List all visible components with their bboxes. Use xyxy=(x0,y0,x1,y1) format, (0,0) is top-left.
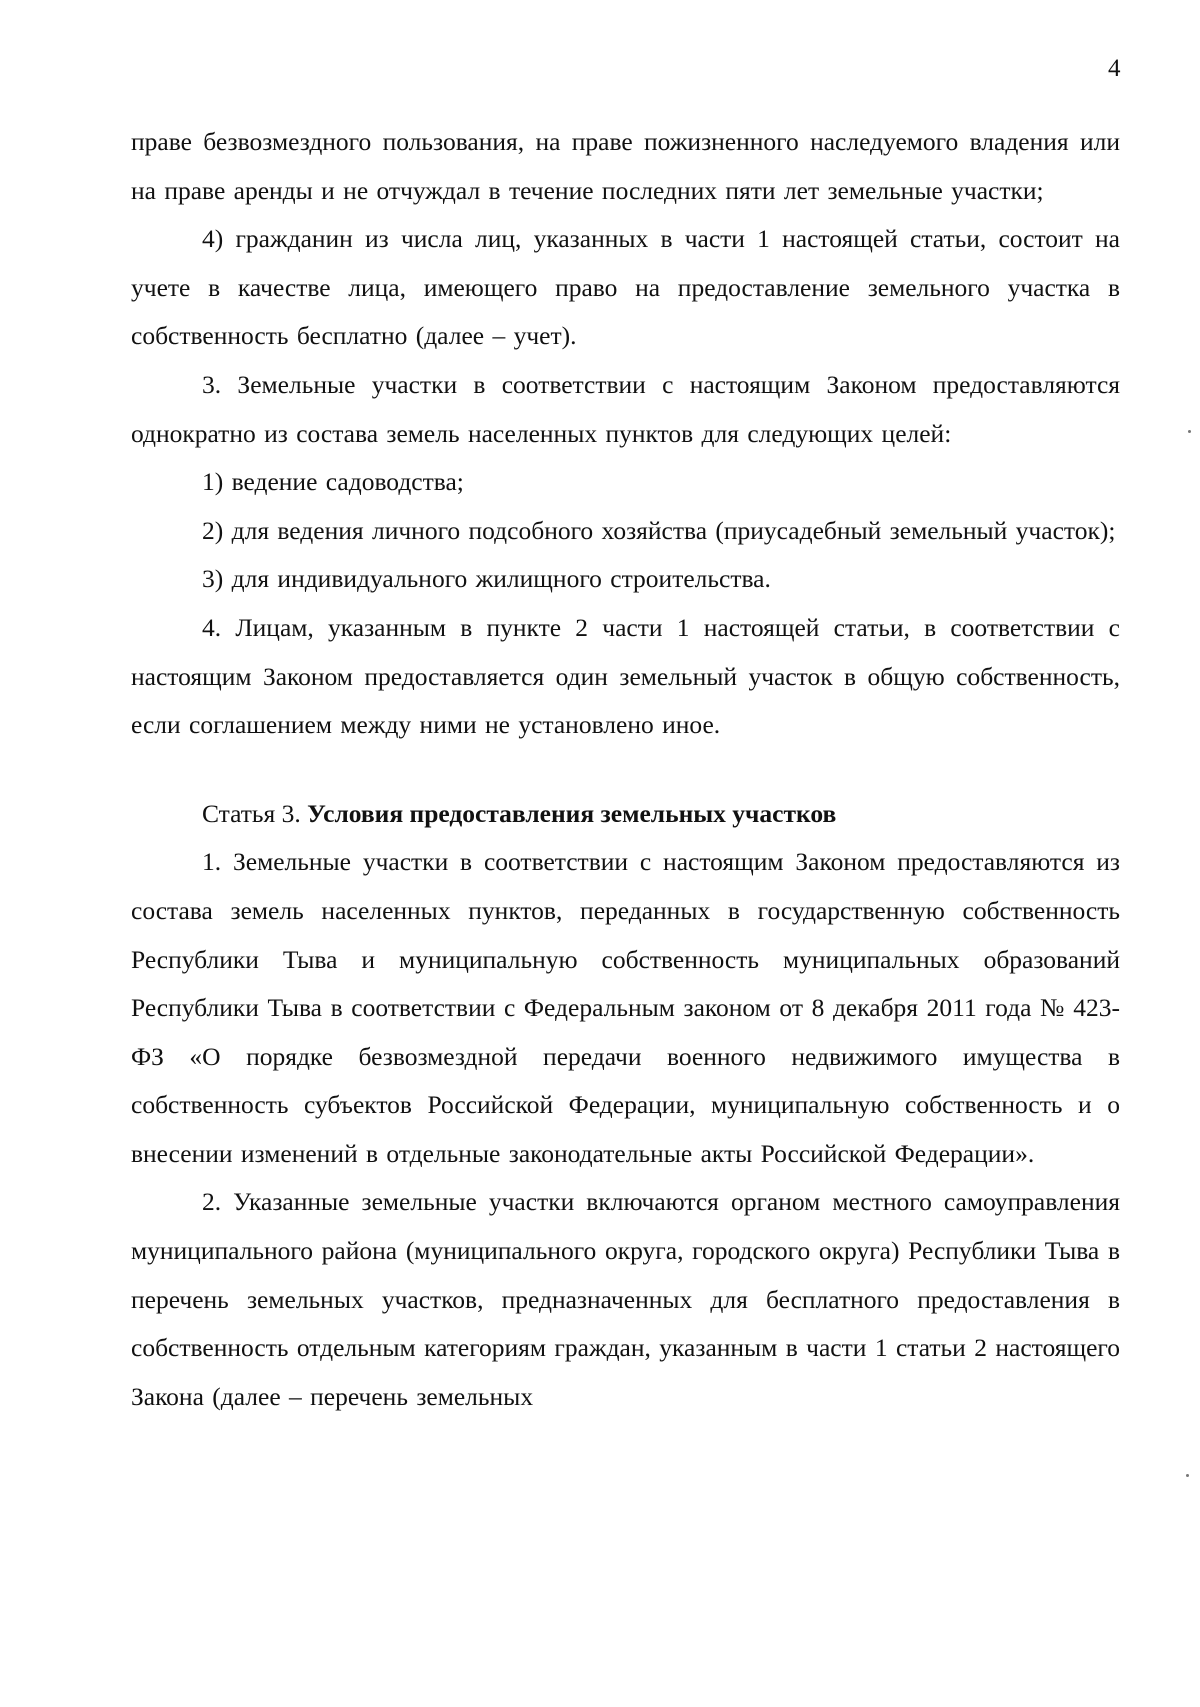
paragraph-part-3: 3. Земельные участки в соответствии с настоящим Законом предоставляются однократно из состава земель населенных пунктов для следующих целей: xyxy=(131,369,1120,448)
article-paragraph-1: 1. Земельные участки в соответствии с настоящим Законом предоставляются из состава земель населенных пунктов, переданных в государственную собственность Республики Тыва и муниципальную собственность муниципальных образований Республики Тыва в соответствии с Федеральным законом от 8 декабря 2011 года № 423-ФЗ «О порядке безвозмездной передачи военного недвижимого имущества в собственность субъектов Российской Федерации, муниципальную собственность и о внесении изменений в отдельные законодательные акты Российской Федерации». xyxy=(131,847,1120,1168)
article-heading xyxy=(131,790,1120,839)
list-item-3: 3) для индивидуального жилищного строительства. xyxy=(202,564,771,594)
list-item-1: 1) ведение садоводства; xyxy=(202,467,464,497)
paragraph-continued: праве безвозмездного пользования, на праве пожизненного наследуемого владения или на праве аренды и не отчуждал в течение последних пяти лет земельные участки; xyxy=(131,127,1120,205)
page-number: 4 xyxy=(1108,55,1121,82)
article-title: Условия предоставления земельных участков xyxy=(307,798,837,828)
list-item-2: 2) для ведения личного подсобного хозяйства (приусадебный земельный участок); xyxy=(202,515,1116,545)
article-paragraph-2: 2. Указанные земельные участки включаются органом местного самоуправления муниципального района (муниципального округа, городского округа) Республики Тыва в перечень земельных участков, предназначенных для бесплатного предоставления в собственность отдельным категориям граждан, указанным в части 1 статьи 2 настоящего Закона (далее – перечень земельных xyxy=(131,1187,1120,1411)
paragraph-part-4: 4. Лицам, указанным в пункте 2 части 1 настоящей статьи, в соответствии с настоящим Законом предоставляется один земельный участок в общую собственность, если соглашением между ними не установлено иное. xyxy=(131,612,1120,740)
paragraph-item-4: 4) гражданин из числа лиц, указанных в части 1 настоящей статьи, состоит на учете в качестве лица, имеющего право на предоставление земельного участка в собственность бесплатно (далее – учет). xyxy=(131,224,1120,351)
scan-speck xyxy=(1186,1474,1189,1477)
scan-speck xyxy=(1188,430,1191,433)
document-body xyxy=(131,118,1120,1421)
article-prefix: Статья 3. xyxy=(202,798,308,828)
